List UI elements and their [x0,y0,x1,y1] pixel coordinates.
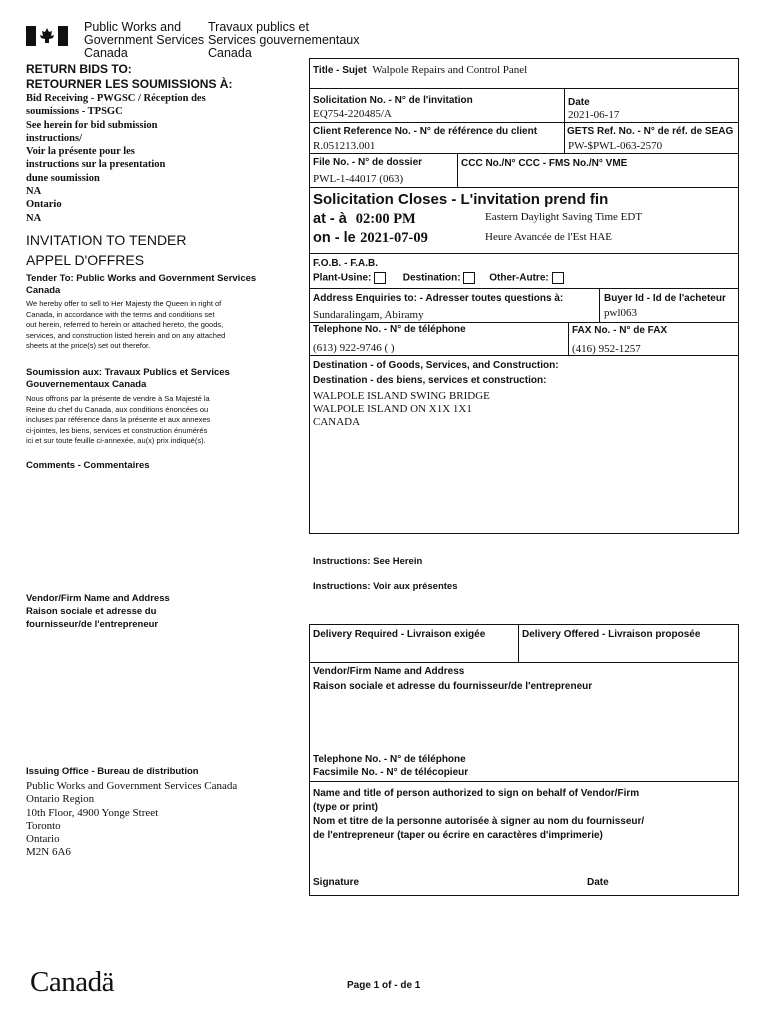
destination-checkbox[interactable] [463,272,475,284]
comments-label: Comments - Commentaires [26,460,150,471]
instructions-fr: Instructions: Voir aux présentes [313,581,458,592]
soumission-body: Nous offrons par la présente de vendre à Sa Majesté la Reine du chef du Canada, aux conditions énoncées ou incluses par référence dans la présente et aux annexes ci-jointes, les biens, services et construction énumérés ici et sur toute feuille ci-annexée, au(x) prix indiqué(s). [26,394,211,445]
fob-options: Plant-Usine: Destination: Other-Autre: [313,272,564,285]
closing-time-value: 02:00 PM [355,211,416,227]
telephone-value: (613) 922-9746 ( ) [313,342,395,354]
plant-checkbox[interactable] [374,272,386,284]
destination-goods-value: WALPOLE ISLAND SWING BRIDGE WALPOLE ISLAND ON X1X 1X1 CANADA [313,390,490,428]
file-number-label: File No. - N° de dossier [313,157,423,168]
other-checkbox[interactable] [552,272,564,284]
tender-body: We hereby offer to sell to Her Majesty the Queen in right of Canada, in accordance with the terms and conditions set out herein, referred to herein or attached hereto, the goods, services, and construction listed herein and on any attached sheets at the price(s) set out therefor. [26,299,226,350]
ccc-fms-label: CCC No./N° CCC - FMS No./N° VME [461,158,628,169]
fax-value: (416) 952-1257 [572,343,641,355]
buyer-id-value: pwl063 [604,307,637,319]
vendor-firm-label-left: Vendor/Firm Name and Address Raison sociale et adresse du fournisseur/de l'entrepreneur [26,593,170,630]
page-number: Page 1 of - de 1 [347,980,421,991]
department-name-en: Public Works and Government Services Canada [84,20,205,60]
buyer-id-label: Buyer Id - Id de l'acheteur [604,293,726,304]
date-label: Date [568,97,590,108]
vendor-firm-label-fr: Raison sociale et adresse du fournisseur/de l'entrepreneur [313,681,593,692]
closing-time: at - à 02:00 PM [313,211,416,227]
address-enquiries-label: Address Enquiries to: - Adresser toutes questions à: [313,293,564,304]
solicitation-number-value: EQ754-220485/A [313,108,392,120]
authorized-person-label: Name and title of person authorized to sign on behalf of Vendor/Firm (type or print) Nom et titre de la personne autorisée à signer au nom du fournisseur/ de l'entrepreneur (taper ou écrire en caractères d'imprimerie) [313,788,645,841]
instructions-en: Instructions: See Herein [313,556,423,567]
gets-ref-label: GETS Ref. No. - N° de réf. de SEAG [567,126,734,137]
issuing-office-address: Public Works and Government Services Canada Ontario Region 10th Floor, 4900 Yonge Street Toronto Ontario M2N 6A6 [26,780,238,859]
delivery-required-label: Delivery Required - Livraison exigée [313,629,486,640]
invitation-title-en: INVITATION TO TENDER [26,232,187,248]
client-ref-label: Client Reference No. - N° de référence du client [313,126,538,137]
fob-label: F.O.B. - F.A.B. [313,258,378,269]
canada-flag-logo [26,26,68,46]
gets-ref-value: PW-$PWL-063-2570 [568,140,663,152]
signature-label: Signature [313,877,360,888]
address-enquiries-value: Sundaralingam, Abiramy [313,309,424,321]
timezone-en: Eastern Daylight Saving Time EDT [485,211,643,223]
return-address: Bid Receiving - PWGSC / Réception des soumissions - TPSGC See herein for bid submission instructions/ Voir la présente pour les instructions sur la presentation dune soumission NA Ontario NA [26,93,206,224]
invitation-title-fr: APPEL D'OFFRES [26,252,145,268]
file-number-value: PWL-1-44017 (063) [313,173,404,185]
telephone-label: Telephone No. - N° de téléphone [313,324,466,335]
title-value: Walpole Repairs and Control Panel [372,64,528,76]
destination-goods-fr: Destination - des biens, services et construction: [313,375,547,386]
client-ref-value: R.051213.001 [313,140,376,152]
fax-label: FAX No. - N° de FAX [572,325,668,336]
closing-date-value: 2021-07-09 [360,230,428,246]
vendor-firm-label-en: Vendor/Firm Name and Address [313,666,465,677]
department-name-fr: Travaux publics et Services gouvernementaux Canada [208,20,360,60]
return-bids-title: RETURN BIDS TO: RETOURNER LES SOUMISSIONS À: [26,62,233,91]
timezone-fr: Heure Avancée de l'Est HAE [485,231,613,243]
destination-goods-en: Destination - of Goods, Services, and Construction: [313,360,559,371]
solicitation-number-label: Solicitation No. - N° de l'invitation [313,95,473,106]
signature-date-label: Date [587,877,609,888]
closing-date: on - le 2021-07-09 [313,230,428,246]
tender-to: Tender To: Public Works and Government Services Canada [26,273,257,296]
canada-wordmark: Canadä [30,966,114,998]
title-label: Title - Sujet Walpole Repairs and Control Panel [313,64,528,76]
vendor-fax-label: Facsimile No. - N° de télécopieur [313,767,469,778]
delivery-offered-label: Delivery Offered - Livraison proposée [522,629,701,640]
date-value: 2021-06-17 [568,109,620,121]
vendor-telephone-label: Telephone No. - N° de téléphone [313,754,466,765]
solicitation-closes-title: Solicitation Closes - L'invitation prend fin [313,191,609,208]
soumission-title: Soumission aux: Travaux Publics et Services Gouvernementaux Canada [26,367,230,390]
issuing-office-label: Issuing Office - Bureau de distribution [26,766,199,777]
